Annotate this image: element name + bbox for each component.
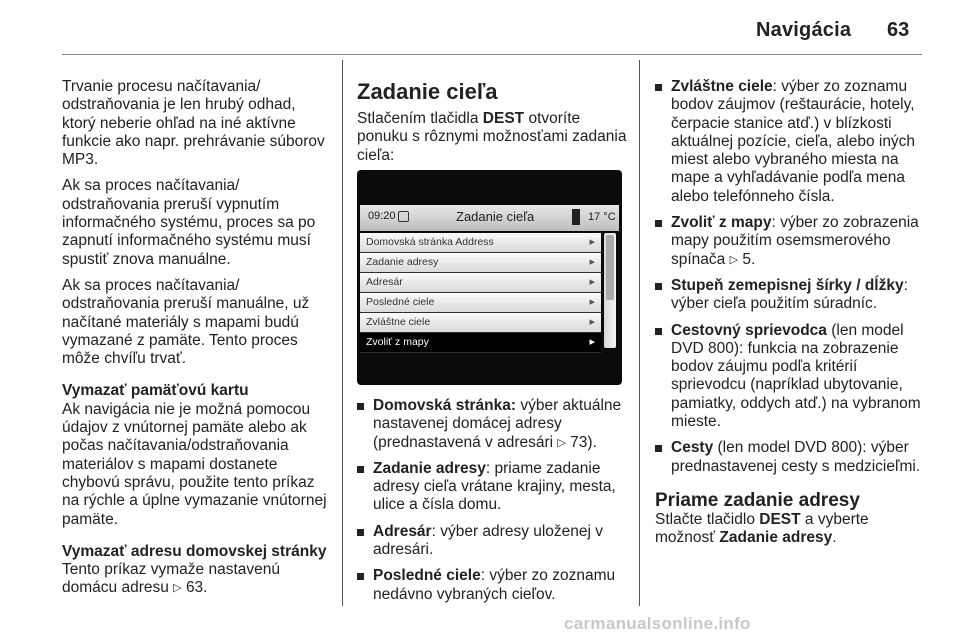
section-delete-home-ref: 63.	[185, 579, 208, 597]
bullet-square-icon	[655, 328, 662, 335]
bullet-poi	[655, 78, 925, 206]
bullet-desc: : výber zo zoznamu bodov záujmov (reštaurácie, hotely, čerpacie stanice atď.) v blízkosti aktuálnej pozície, cieľa, alebo iných miest alebo vybraného miesta na mape a vyhľadávanie podľa mena alebo telefónneho čísla.	[671, 78, 916, 205]
menu-item-label: Domovská stránka Address	[366, 236, 494, 248]
right-column	[655, 78, 925, 556]
screen-topbar	[360, 205, 619, 231]
bullet-routes	[655, 439, 925, 476]
bullet-ref: 5.	[742, 250, 756, 268]
bullet-square-icon	[655, 84, 662, 91]
bullet-square-icon	[655, 283, 662, 290]
section-title-direct-address: Priame zadanie adresy	[655, 489, 860, 511]
bullet-term: Cesty	[671, 439, 714, 457]
bullet-square-icon	[357, 466, 364, 473]
intro-dest-key: DEST	[482, 110, 525, 127]
bullet-desc: výber aktuálne nastavenej domácej adresy (prednastavená v adresári	[373, 397, 622, 451]
middle-column	[357, 80, 629, 173]
bullet-square-icon	[655, 445, 662, 452]
chevron-right-icon: ▸	[589, 255, 595, 268]
section-title-destination: Zadanie cieľa	[357, 79, 498, 104]
screen-title: Zadanie cieľa	[456, 209, 535, 224]
screen-menu-item	[360, 313, 601, 333]
bullet-desc: : priame zadanie adresy cieľa vrátane krajiny, mesta, ulice a čísla domu.	[373, 459, 616, 514]
bullet-term: Zadanie adresy	[373, 459, 486, 477]
section-delete-card-heading: Vymazať pamäťovú kartu	[62, 382, 249, 400]
intro-text-c: otvoríte ponuku s rôznymi možnosťami zadania cieľa:	[357, 110, 627, 164]
bullet-address	[357, 460, 629, 515]
paragraph-duration: Trvanie procesu načítavania/ odstraňovania je len hrubý odhad, ktorý neberie ohľad na iné aktívne funkcie ako napr. prehrávanie súborov MP3.	[62, 78, 325, 169]
paragraph-intro	[357, 110, 629, 165]
bullet-term: Zvláštne ciele	[671, 78, 773, 95]
bullet-travel-guide	[655, 322, 925, 432]
bullet-term: Zvoliť z mapy	[671, 214, 772, 232]
direct-option: Zadanie adresy	[719, 529, 833, 547]
bullet-square-icon	[357, 573, 364, 580]
bullet-ref: 73).	[570, 433, 597, 451]
header-title: Navigácia	[756, 19, 852, 41]
direct-period: .	[832, 529, 837, 547]
bullet-addressbook	[357, 523, 629, 560]
bullet-term: Stupeň zemepisnej šírky / dĺžky	[671, 276, 904, 294]
page-number: 63	[887, 19, 910, 41]
bullet-desc: (len model DVD 800): funkcia na zobrazenie bodov záujmu podľa kritérií sprievodcu (napríklad ubytovanie, pamiatky, oddych atď.) na vybranom mieste.	[671, 321, 921, 431]
screen-menu-item	[360, 233, 601, 253]
bullet-square-icon	[357, 403, 364, 410]
watermark: carmanualsonline.info	[564, 614, 751, 633]
chevron-right-icon: ▸	[589, 295, 595, 308]
direct-text-c: a vyberte možnosť	[655, 510, 869, 547]
section-delete-card	[62, 382, 330, 528]
menu-item-label: Zvláštne ciele	[366, 316, 431, 328]
chevron-right-icon: ▸	[589, 235, 595, 248]
bullet-square-icon	[655, 220, 662, 227]
menu-item-label: Posledné ciele	[366, 296, 435, 308]
bullet-map	[655, 214, 925, 269]
reference-arrow-icon: ▷	[557, 435, 566, 449]
paragraph-interrupt-manual: Ak sa proces načítavania/ odstraňovania preruší manuálne, už načítané materiály s mapami budú vymazané z pamäte. Tento proces môže chvíľu trvať.	[62, 276, 310, 368]
section-delete-home-heading: Vymazať adresu domovskej stránky	[62, 542, 327, 560]
screen-scrollbar	[604, 233, 616, 348]
section-delete-home-body: Tento príkaz vymaže nastavenú domácu adresu	[62, 561, 280, 597]
menu-item-label: Zvoliť z mapy	[366, 336, 429, 348]
column-divider-1	[342, 60, 343, 606]
menu-item-label: Zadanie adresy	[366, 256, 439, 268]
scrollbar-thumb	[606, 235, 614, 300]
section-delete-home	[62, 543, 330, 598]
page-header	[0, 0, 960, 40]
direct-dest-key: DEST	[759, 510, 801, 528]
bullet-term: Posledné ciele	[373, 567, 481, 585]
menu-item-label: Adresár	[366, 276, 403, 288]
bullet-desc: : výber zo zobrazenia mapy použitím osemsmerového spínača	[671, 214, 919, 268]
screen-menu-item	[360, 253, 601, 273]
screen-menu-list	[360, 233, 601, 353]
section-delete-card-body: Ak navigácia nie je možná pomocou údajov z vnútornej pamäte alebo ak počas načítavania/odstraňovania materiálov s mapami dostanete chybovú správu, použite tento príkaz na rýchle a úplne vymazanie vnútornej pamäte.	[62, 400, 327, 528]
screen-menu-item	[360, 273, 601, 293]
reference-arrow-icon: ▷	[729, 252, 739, 266]
bullet-term: Adresár	[373, 522, 432, 540]
navigation-screen-image	[357, 170, 622, 385]
direct-text-a: Stlačte tlačidlo	[655, 510, 755, 528]
reference-arrow-icon: ▷	[173, 581, 182, 595]
header-rule	[62, 54, 922, 55]
bullet-square-icon	[357, 529, 364, 536]
paragraph-direct-address	[655, 511, 925, 548]
screen-menu-item-selected	[360, 333, 601, 353]
intro-text-a: Stlačením tlačidla	[357, 110, 479, 127]
bullet-home	[357, 397, 629, 452]
chevron-right-icon: ▸	[589, 275, 595, 288]
thermometer-icon	[572, 209, 580, 225]
bullet-coordinates	[655, 277, 925, 314]
screen-time: 09:20	[368, 210, 396, 222]
chevron-right-icon: ▸	[589, 335, 595, 348]
bullet-desc: : výber adresy uloženej v adresári.	[373, 522, 604, 559]
screen-menu-item	[360, 293, 601, 313]
bullet-desc: : výber cieľa použitím súradníc.	[671, 276, 908, 313]
screen-temperature: 17 °C	[588, 211, 616, 223]
chevron-right-icon: ▸	[589, 315, 595, 328]
column-divider-2	[639, 60, 640, 606]
bullet-recent	[357, 567, 629, 604]
bullet-desc: : výber zo zoznamu nedávno vybraných cieľov.	[373, 567, 616, 603]
middle-bullets	[357, 397, 629, 612]
bullet-term: Cestovný sprievodca	[671, 321, 827, 339]
paragraph-interrupt-off: Ak sa proces načítavania/ odstraňovania preruší vypnutím informačného systému, proces sa po zapnutí informačného systému musí spustiť znova manuálne.	[62, 177, 316, 268]
bullet-term: Domovská stránka:	[373, 397, 517, 414]
return-icon	[398, 211, 409, 222]
left-column	[62, 78, 330, 606]
bullet-desc: (len model DVD 800): výber prednastavenej cesty s medzicieľmi.	[671, 439, 921, 475]
